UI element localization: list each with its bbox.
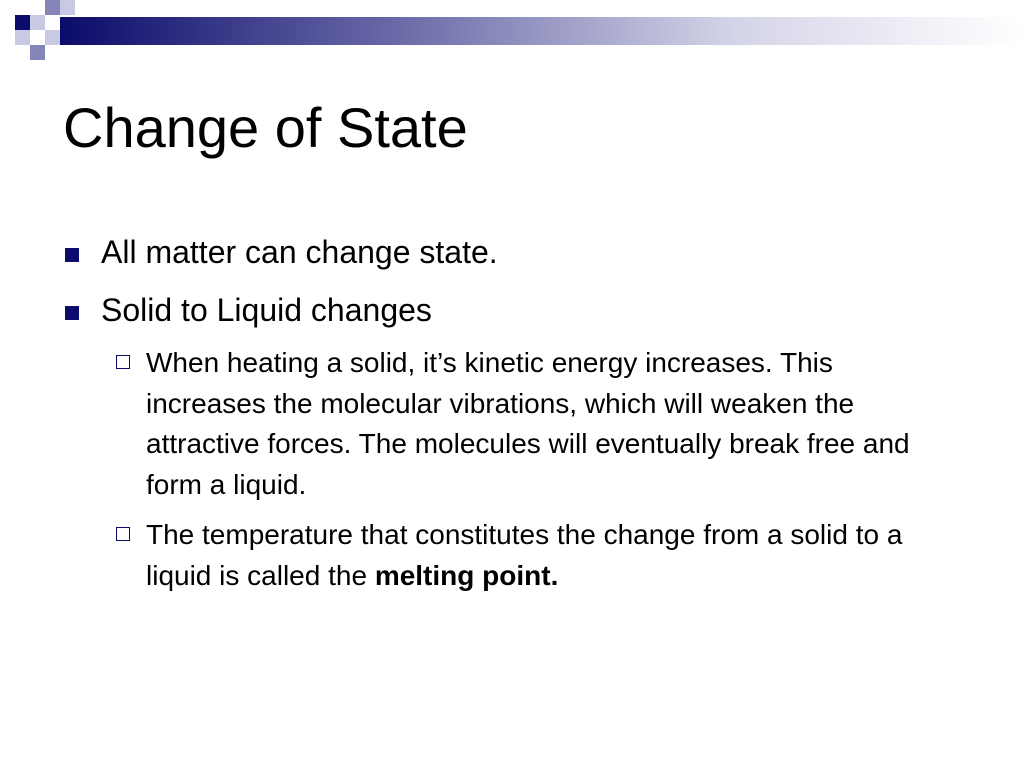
sub-bullet-item — [146, 515, 946, 596]
square-bullet-icon — [65, 248, 79, 262]
decor-square — [15, 15, 30, 30]
slide-title: Change of State — [63, 96, 468, 159]
bullet-item — [101, 291, 432, 329]
decor-square — [45, 30, 60, 45]
decor-square — [30, 15, 45, 30]
bullet-text: Solid to Liquid changes — [101, 292, 432, 328]
hollow-square-bullet-icon — [116, 527, 130, 541]
sub-bullet-text: The temperature that constitutes the change from a solid to a liquid is called the — [146, 519, 903, 591]
decor-square — [30, 45, 45, 60]
header-gradient-bar — [60, 17, 1024, 45]
bullet-item — [101, 233, 498, 271]
hollow-square-bullet-icon — [116, 355, 130, 369]
sub-bullet-bold-text: melting point. — [374, 559, 559, 591]
sub-bullet-text: When heating a solid, it’s kinetic energy increases. This increases the molecular vibrations, which will weaken the attractive forces. The molecules will eventually break free and form a liquid. — [146, 347, 910, 500]
decor-square — [15, 30, 30, 45]
square-bullet-icon — [65, 306, 79, 320]
decor-square — [45, 0, 60, 15]
sub-bullet-item — [146, 343, 946, 505]
bullet-text: All matter can change state. — [101, 234, 498, 270]
decor-square — [60, 0, 75, 15]
